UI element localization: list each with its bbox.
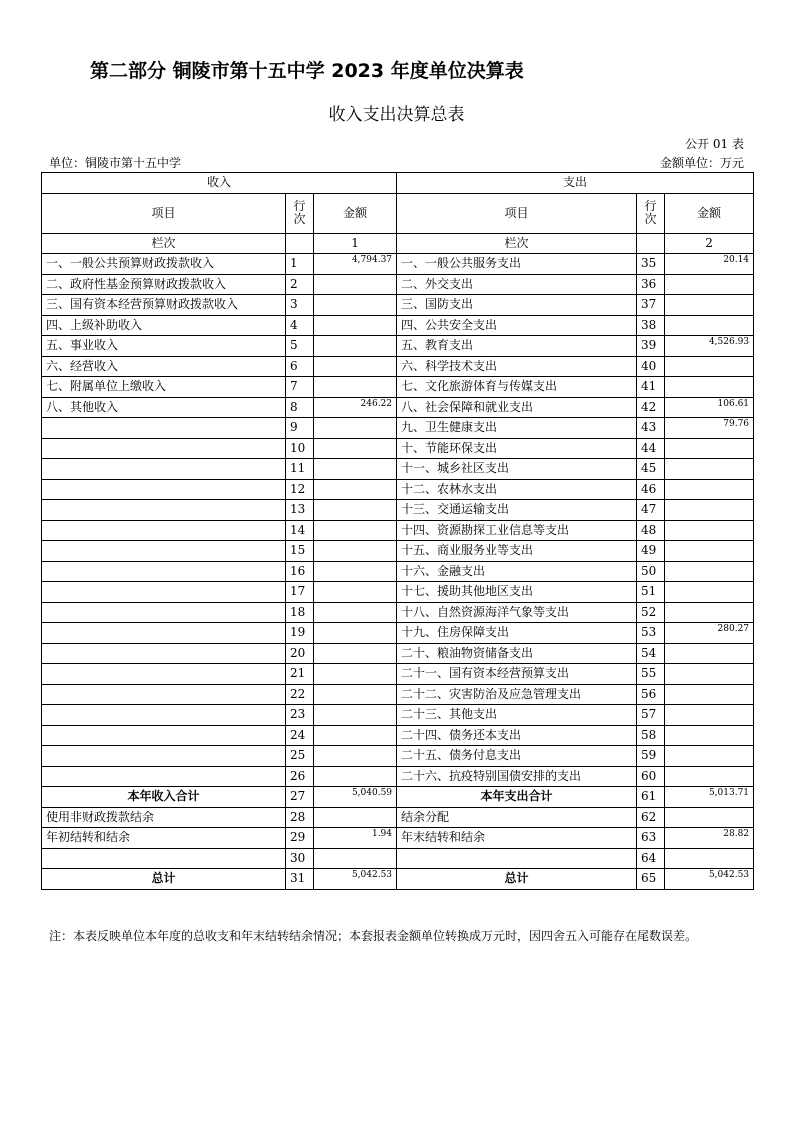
income-rowno-cell: 21 bbox=[286, 664, 314, 685]
expense-rowno-cell: 36 bbox=[637, 274, 665, 295]
expense-amount-cell bbox=[665, 479, 754, 500]
table-row bbox=[42, 725, 754, 746]
income-rowno-cell: 19 bbox=[286, 623, 314, 644]
income-column-label: 栏次 bbox=[42, 233, 286, 254]
expense-rowno-cell: 57 bbox=[637, 705, 665, 726]
income-amount-cell bbox=[314, 848, 397, 869]
income-item-cell: 六、经营收入 bbox=[42, 356, 286, 377]
income-amount-cell bbox=[314, 356, 397, 377]
expense-rowno-cell: 61 bbox=[637, 787, 665, 808]
income-amount-cell bbox=[314, 807, 397, 828]
income-item-cell bbox=[42, 684, 286, 705]
section-header-row bbox=[42, 173, 754, 194]
expense-rowno-cell: 43 bbox=[637, 418, 665, 439]
expense-amount-cell bbox=[665, 377, 754, 398]
income-item-cell: 二、政府性基金预算财政拨款收入 bbox=[42, 274, 286, 295]
table-row bbox=[42, 807, 754, 828]
income-rowno-header: 行 次 bbox=[286, 193, 314, 233]
expense-amount-cell: 280.27 bbox=[665, 623, 754, 644]
expense-item-cell: 十七、援助其他地区支出 bbox=[397, 582, 637, 603]
income-header: 收入 bbox=[42, 173, 397, 194]
table-row bbox=[42, 438, 754, 459]
income-item-cell bbox=[42, 848, 286, 869]
expense-amount-cell bbox=[665, 684, 754, 705]
income-item-cell bbox=[42, 602, 286, 623]
expense-item-cell: 十一、城乡社区支出 bbox=[397, 459, 637, 480]
expense-rowno-cell: 58 bbox=[637, 725, 665, 746]
expense-item-cell: 十、节能环保支出 bbox=[397, 438, 637, 459]
expense-item-header: 项目 bbox=[397, 193, 637, 233]
expense-amount-cell bbox=[665, 848, 754, 869]
income-rowno-cell: 29 bbox=[286, 828, 314, 849]
income-amount-cell bbox=[314, 295, 397, 316]
expense-rowno-cell: 63 bbox=[637, 828, 665, 849]
expense-rowno-cell: 64 bbox=[637, 848, 665, 869]
income-item-cell bbox=[42, 664, 286, 685]
expense-item-cell: 十二、农林水支出 bbox=[397, 479, 637, 500]
income-item-cell: 年初结转和结余 bbox=[42, 828, 286, 849]
page-title: 第二部分 铜陵市第十五中学 2023 年度单位决算表 bbox=[90, 60, 524, 82]
income-rowno-cell: 6 bbox=[286, 356, 314, 377]
expense-rowno-cell: 60 bbox=[637, 766, 665, 787]
expense-amount-cell bbox=[665, 746, 754, 767]
footnote: 注：本表反映单位本年度的总收支和年末结转结余情况；本套报表金额单位转换成万元时，因四舍五入可能存在尾数误差。 bbox=[49, 929, 698, 943]
income-rowno-cell: 12 bbox=[286, 479, 314, 500]
table-row bbox=[42, 500, 754, 521]
expense-item-cell: 八、社会保障和就业支出 bbox=[397, 397, 637, 418]
expense-rowno-cell: 35 bbox=[637, 254, 665, 275]
income-item-cell: 一、一般公共预算财政拨款收入 bbox=[42, 254, 286, 275]
income-item-cell bbox=[42, 746, 286, 767]
expense-item-cell: 十九、住房保障支出 bbox=[397, 623, 637, 644]
table-row bbox=[42, 274, 754, 295]
expense-item-cell: 二、外交支出 bbox=[397, 274, 637, 295]
income-amount-cell bbox=[314, 274, 397, 295]
table-row bbox=[42, 356, 754, 377]
table-row bbox=[42, 684, 754, 705]
col1-label: 1 bbox=[314, 233, 397, 254]
income-item-cell: 使用非财政拨款结余 bbox=[42, 807, 286, 828]
expense-amount-cell bbox=[665, 274, 754, 295]
expense-column-label: 栏次 bbox=[397, 233, 637, 254]
expense-item-cell: 一、一般公共服务支出 bbox=[397, 254, 637, 275]
table-row bbox=[42, 582, 754, 603]
income-rowno-cell: 3 bbox=[286, 295, 314, 316]
table-row bbox=[42, 295, 754, 316]
table-row bbox=[42, 705, 754, 726]
expense-amount-cell: 5,013.71 bbox=[665, 787, 754, 808]
income-rowno-cell: 24 bbox=[286, 725, 314, 746]
income-amount-cell bbox=[314, 684, 397, 705]
income-item-cell: 八、其他收入 bbox=[42, 397, 286, 418]
income-amount-cell: 5,042.53 bbox=[314, 869, 397, 890]
income-amount-cell bbox=[314, 746, 397, 767]
expense-amount-cell bbox=[665, 807, 754, 828]
table-row bbox=[42, 254, 754, 275]
income-item-header: 项目 bbox=[42, 193, 286, 233]
expense-item-cell: 本年支出合计 bbox=[397, 787, 637, 808]
expense-rowno-header: 行 次 bbox=[637, 193, 665, 233]
income-amount-cell bbox=[314, 520, 397, 541]
income-amount-cell bbox=[314, 623, 397, 644]
income-item-cell: 总计 bbox=[42, 869, 286, 890]
income-rowno-cell: 22 bbox=[286, 684, 314, 705]
income-item-cell: 五、事业收入 bbox=[42, 336, 286, 357]
table-row bbox=[42, 459, 754, 480]
expense-item-cell: 二十六、抗疫特别国债安排的支出 bbox=[397, 766, 637, 787]
expense-rowno-cell: 65 bbox=[637, 869, 665, 890]
expense-item-cell: 二十二、灾害防治及应急管理支出 bbox=[397, 684, 637, 705]
table-row bbox=[42, 315, 754, 336]
income-item-cell bbox=[42, 479, 286, 500]
income-item-cell: 三、国有资本经营预算财政拨款收入 bbox=[42, 295, 286, 316]
income-amount-cell bbox=[314, 541, 397, 562]
income-amount-cell bbox=[314, 705, 397, 726]
expense-rowno-cell: 38 bbox=[637, 315, 665, 336]
expense-amount-cell: 4,526.93 bbox=[665, 336, 754, 357]
income-amount-cell bbox=[314, 561, 397, 582]
income-rowno-cell: 17 bbox=[286, 582, 314, 603]
expense-amount-cell bbox=[665, 766, 754, 787]
expense-amount-cell bbox=[665, 705, 754, 726]
income-amount-cell bbox=[314, 438, 397, 459]
column-header-row bbox=[42, 193, 754, 233]
expense-item-cell: 十三、交通运输支出 bbox=[397, 500, 637, 521]
income-rowno-cell: 20 bbox=[286, 643, 314, 664]
income-rowno-cell: 4 bbox=[286, 315, 314, 336]
expense-amount-cell bbox=[665, 500, 754, 521]
income-rowno-cell: 8 bbox=[286, 397, 314, 418]
expense-item-cell: 十六、金融支出 bbox=[397, 561, 637, 582]
table-row bbox=[42, 397, 754, 418]
expense-amount-cell bbox=[665, 582, 754, 603]
income-rowno-cell: 11 bbox=[286, 459, 314, 480]
income-item-cell bbox=[42, 500, 286, 521]
expense-rowno-cell: 54 bbox=[637, 643, 665, 664]
expense-amount-cell: 5,042.53 bbox=[665, 869, 754, 890]
income-amount-cell bbox=[314, 643, 397, 664]
income-item-cell bbox=[42, 725, 286, 746]
income-item-cell: 本年收入合计 bbox=[42, 787, 286, 808]
income-item-cell bbox=[42, 561, 286, 582]
income-item-cell bbox=[42, 438, 286, 459]
income-rowno-cell: 27 bbox=[286, 787, 314, 808]
table-row bbox=[42, 377, 754, 398]
expense-amount-cell bbox=[665, 664, 754, 685]
income-rowno-cell: 2 bbox=[286, 274, 314, 295]
expense-rowno-cell: 45 bbox=[637, 459, 665, 480]
expense-amount-cell bbox=[665, 725, 754, 746]
expense-rowno-cell: 55 bbox=[637, 664, 665, 685]
expense-rowno-cell: 41 bbox=[637, 377, 665, 398]
expense-amount-cell: 79.76 bbox=[665, 418, 754, 439]
income-amount-cell bbox=[314, 418, 397, 439]
income-amount-header: 金额 bbox=[314, 193, 397, 233]
money-unit-label: 金额单位：万元 bbox=[659, 156, 744, 170]
income-item-cell bbox=[42, 418, 286, 439]
expense-rowno-cell: 51 bbox=[637, 582, 665, 603]
table-row bbox=[42, 418, 754, 439]
table-row bbox=[42, 766, 754, 787]
income-amount-cell bbox=[314, 377, 397, 398]
table-row bbox=[42, 602, 754, 623]
income-amount-cell bbox=[314, 602, 397, 623]
expense-rowno-cell: 44 bbox=[637, 438, 665, 459]
income-rowno-cell: 10 bbox=[286, 438, 314, 459]
expense-amount-cell bbox=[665, 438, 754, 459]
expense-rowno-cell: 47 bbox=[637, 500, 665, 521]
expense-item-cell: 二十五、债务付息支出 bbox=[397, 746, 637, 767]
expense-amount-cell bbox=[665, 643, 754, 664]
expense-rowno-cell: 56 bbox=[637, 684, 665, 705]
income-rowno-cell: 1 bbox=[286, 254, 314, 275]
income-amount-cell bbox=[314, 664, 397, 685]
income-rowno-cell: 31 bbox=[286, 869, 314, 890]
income-item-cell bbox=[42, 520, 286, 541]
expense-item-cell: 十五、商业服务业等支出 bbox=[397, 541, 637, 562]
expense-item-cell: 二十、粮油物资储备支出 bbox=[397, 643, 637, 664]
expense-item-cell: 十八、自然资源海洋气象等支出 bbox=[397, 602, 637, 623]
empty-cell bbox=[637, 233, 665, 254]
expense-amount-cell bbox=[665, 459, 754, 480]
expense-amount-cell bbox=[665, 520, 754, 541]
form-number: 公开 01 表 bbox=[685, 137, 744, 151]
income-amount-cell bbox=[314, 582, 397, 603]
expense-amount-cell bbox=[665, 602, 754, 623]
income-item-cell bbox=[42, 766, 286, 787]
income-rowno-cell: 13 bbox=[286, 500, 314, 521]
income-expense-table bbox=[41, 172, 754, 890]
expense-header: 支出 bbox=[397, 173, 754, 194]
income-rowno-cell: 9 bbox=[286, 418, 314, 439]
table-row bbox=[42, 479, 754, 500]
income-amount-cell bbox=[314, 766, 397, 787]
income-rowno-cell: 25 bbox=[286, 746, 314, 767]
income-item-cell bbox=[42, 459, 286, 480]
expense-amount-cell: 106.61 bbox=[665, 397, 754, 418]
table-row bbox=[42, 828, 754, 849]
table-row bbox=[42, 848, 754, 869]
expense-item-cell: 二十四、债务还本支出 bbox=[397, 725, 637, 746]
expense-rowno-cell: 50 bbox=[637, 561, 665, 582]
income-item-cell bbox=[42, 541, 286, 562]
unit-label: 单位：铜陵市第十五中学 bbox=[49, 156, 182, 170]
table-row bbox=[42, 623, 754, 644]
income-amount-cell bbox=[314, 336, 397, 357]
income-rowno-cell: 16 bbox=[286, 561, 314, 582]
expense-rowno-cell: 48 bbox=[637, 520, 665, 541]
expense-rowno-cell: 37 bbox=[637, 295, 665, 316]
expense-item-cell: 五、教育支出 bbox=[397, 336, 637, 357]
income-rowno-cell: 28 bbox=[286, 807, 314, 828]
income-item-cell bbox=[42, 623, 286, 644]
table-row bbox=[42, 787, 754, 808]
expense-rowno-cell: 42 bbox=[637, 397, 665, 418]
expense-rowno-cell: 46 bbox=[637, 479, 665, 500]
table-row bbox=[42, 561, 754, 582]
table-row bbox=[42, 664, 754, 685]
income-amount-cell: 4,794.37 bbox=[314, 254, 397, 275]
income-rowno-cell: 5 bbox=[286, 336, 314, 357]
expense-amount-header: 金额 bbox=[665, 193, 754, 233]
income-item-cell: 七、附属单位上缴收入 bbox=[42, 377, 286, 398]
expense-amount-cell bbox=[665, 541, 754, 562]
expense-rowno-cell: 59 bbox=[637, 746, 665, 767]
income-rowno-cell: 23 bbox=[286, 705, 314, 726]
expense-item-cell: 九、卫生健康支出 bbox=[397, 418, 637, 439]
expense-item-cell: 结余分配 bbox=[397, 807, 637, 828]
table-row bbox=[42, 541, 754, 562]
income-amount-cell bbox=[314, 500, 397, 521]
expense-rowno-cell: 52 bbox=[637, 602, 665, 623]
expense-item-cell: 二十三、其他支出 bbox=[397, 705, 637, 726]
expense-amount-cell: 28.82 bbox=[665, 828, 754, 849]
expense-item-cell: 三、国防支出 bbox=[397, 295, 637, 316]
income-rowno-cell: 18 bbox=[286, 602, 314, 623]
expense-item-cell: 六、科学技术支出 bbox=[397, 356, 637, 377]
expense-amount-cell: 20.14 bbox=[665, 254, 754, 275]
income-item-cell bbox=[42, 643, 286, 664]
expense-rowno-cell: 40 bbox=[637, 356, 665, 377]
expense-rowno-cell: 62 bbox=[637, 807, 665, 828]
table-row bbox=[42, 643, 754, 664]
income-amount-cell: 5,040.59 bbox=[314, 787, 397, 808]
income-rowno-cell: 26 bbox=[286, 766, 314, 787]
income-amount-cell: 246.22 bbox=[314, 397, 397, 418]
income-item-cell: 四、上级补助收入 bbox=[42, 315, 286, 336]
expense-item-cell: 七、文化旅游体育与传媒支出 bbox=[397, 377, 637, 398]
income-rowno-cell: 14 bbox=[286, 520, 314, 541]
table-row bbox=[42, 746, 754, 767]
column-label-row bbox=[42, 233, 754, 254]
expense-rowno-cell: 53 bbox=[637, 623, 665, 644]
col2-label: 2 bbox=[665, 233, 754, 254]
expense-amount-cell bbox=[665, 561, 754, 582]
income-item-cell bbox=[42, 705, 286, 726]
income-item-cell bbox=[42, 582, 286, 603]
income-rowno-cell: 7 bbox=[286, 377, 314, 398]
table-row bbox=[42, 520, 754, 541]
table-row bbox=[42, 869, 754, 890]
income-rowno-cell: 30 bbox=[286, 848, 314, 869]
table-title: 收入支出决算总表 bbox=[328, 105, 465, 125]
expense-item-cell: 四、公共安全支出 bbox=[397, 315, 637, 336]
expense-rowno-cell: 39 bbox=[637, 336, 665, 357]
expense-item-cell: 二十一、国有资本经营预算支出 bbox=[397, 664, 637, 685]
income-amount-cell: 1.94 bbox=[314, 828, 397, 849]
income-amount-cell bbox=[314, 725, 397, 746]
empty-cell bbox=[286, 233, 314, 254]
expense-item-cell: 十四、资源勘探工业信息等支出 bbox=[397, 520, 637, 541]
expense-amount-cell bbox=[665, 315, 754, 336]
expense-item-cell: 年末结转和结余 bbox=[397, 828, 637, 849]
expense-amount-cell bbox=[665, 356, 754, 377]
expense-item-cell bbox=[397, 848, 637, 869]
expense-rowno-cell: 49 bbox=[637, 541, 665, 562]
expense-item-cell: 总计 bbox=[397, 869, 637, 890]
income-amount-cell bbox=[314, 315, 397, 336]
table-row bbox=[42, 336, 754, 357]
income-amount-cell bbox=[314, 479, 397, 500]
income-rowno-cell: 15 bbox=[286, 541, 314, 562]
expense-amount-cell bbox=[665, 295, 754, 316]
income-amount-cell bbox=[314, 459, 397, 480]
